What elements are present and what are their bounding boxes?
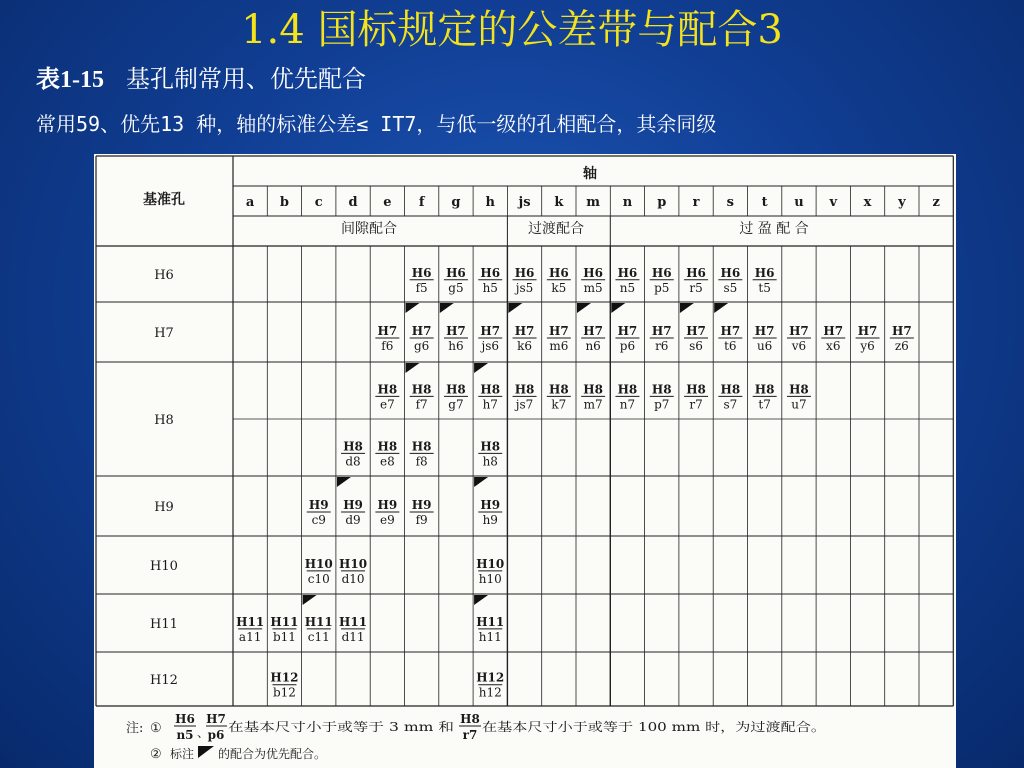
fit-h7-u6 — [753, 324, 777, 353]
fit-numerator: H8 — [720, 382, 741, 397]
fit-table — [94, 154, 956, 768]
fit-numerator: H10 — [476, 556, 505, 571]
fit-h8-s7 — [718, 382, 742, 411]
fit-h8-p7 — [650, 382, 674, 411]
fit-numerator: H7 — [686, 324, 706, 338]
fit-h11-h11 — [474, 595, 504, 644]
fit-numerator: H9 — [377, 498, 398, 512]
fit-denominator: v6 — [791, 339, 807, 353]
fit-numerator: H7 — [754, 324, 775, 338]
fit-h7-p6 — [611, 303, 639, 353]
fit-h8-r7 — [684, 382, 708, 411]
fit-numerator: H8 — [343, 439, 363, 454]
fit-numerator: H6 — [583, 265, 603, 280]
fit-h8-t7 — [753, 382, 777, 411]
fit-numerator: H6 — [720, 265, 741, 280]
fit-denominator: t5 — [758, 280, 771, 295]
fit-denominator: h7 — [482, 397, 498, 412]
fit-h7-n6 — [577, 303, 605, 353]
subtitle-note: 常用59、优先13 种，轴的标准公差≤ IT7，与低一级的孔相配合，其余同级 — [36, 112, 717, 136]
shaft-col-c: c — [314, 195, 323, 210]
hole-h10: H10 — [150, 559, 178, 574]
fit-numerator: H8 — [377, 439, 398, 454]
fit-denominator: p6 — [619, 339, 636, 353]
fit-h8-e7 — [375, 382, 399, 411]
shaft-col-m: m — [586, 195, 601, 210]
preferred-flag-icon — [577, 303, 591, 313]
preferred-flag-icon — [611, 303, 625, 313]
fit-denominator: g6 — [413, 339, 430, 353]
preferred-flag-icon — [198, 746, 214, 758]
fit-h11-d11 — [339, 615, 367, 644]
fit-numerator: H6 — [411, 265, 432, 280]
shaft-col-r: r — [692, 195, 700, 210]
note1-sep: 、 — [197, 726, 210, 740]
fit-h6-m5 — [581, 266, 605, 295]
shaft-col-f: f — [418, 195, 425, 210]
fit-denominator: h12 — [478, 685, 502, 700]
fit-denominator: h9 — [482, 513, 498, 527]
fit-denominator: h11 — [478, 629, 502, 644]
fit-denominator: g5 — [448, 280, 464, 295]
group-interference: 过 盈 配 合 — [739, 221, 809, 237]
fit-numerator: H8 — [549, 382, 569, 397]
fit-numerator: H8 — [480, 382, 501, 397]
fit-numerator: H8 — [446, 382, 466, 397]
fit-denominator: e7 — [379, 397, 395, 412]
fit-denominator: js6 — [481, 339, 500, 353]
fit-h7-v6 — [787, 324, 811, 353]
shaft-col-v: v — [829, 195, 838, 210]
fit-denominator: c10 — [307, 571, 330, 586]
fit-denominator: s7 — [723, 397, 738, 412]
fit-numerator: H8 — [480, 439, 501, 454]
group-transition: 过渡配合 — [528, 221, 584, 237]
shaft-header: 轴 — [583, 166, 597, 182]
caption-text: 基孔制常用、优先配合 — [126, 65, 366, 93]
fit-denominator: x6 — [826, 339, 841, 353]
fit-numerator: H6 — [480, 265, 501, 280]
fit-numerator: H7 — [823, 324, 844, 338]
table-grid — [96, 156, 953, 706]
shaft-col-z: z — [932, 195, 940, 210]
fit-h10-c10 — [305, 557, 333, 586]
fit-numerator: H7 — [377, 324, 398, 338]
fit-numerator: H10 — [339, 556, 368, 571]
note1-frac-a-den: n5 — [176, 728, 194, 742]
fit-numerator: H7 — [514, 324, 535, 338]
shaft-col-a: a — [245, 195, 255, 210]
fit-numerator: H6 — [651, 265, 672, 280]
fit-h11-a11 — [236, 615, 264, 644]
fit-denominator: e9 — [379, 513, 395, 527]
fit-denominator: k7 — [551, 397, 567, 412]
fit-h7-s6 — [680, 303, 708, 353]
fit-denominator: g7 — [448, 397, 464, 412]
fit-denominator: js5 — [515, 280, 534, 295]
fit-denominator: e8 — [379, 454, 395, 469]
fit-h7-z6 — [890, 324, 914, 353]
fit-denominator: p5 — [654, 280, 670, 295]
note1-frac-a-num: H6 — [175, 712, 195, 726]
fit-numerator: H7 — [720, 324, 741, 338]
fit-h7-x6 — [821, 324, 845, 353]
fit-numerator: H7 — [651, 324, 672, 338]
fit-denominator: b11 — [272, 629, 296, 644]
fit-h8-js7 — [513, 382, 537, 411]
fit-denominator: y6 — [860, 339, 875, 353]
fit-numerator: H8 — [754, 382, 775, 397]
shaft-col-t: t — [761, 195, 768, 210]
fit-denominator: m5 — [583, 280, 603, 295]
table-notes — [126, 712, 826, 762]
hole-h6: H6 — [154, 268, 174, 283]
note1-frac-c-num: H8 — [460, 712, 480, 726]
shaft-col-p: p — [657, 195, 667, 210]
fit-h8-k7 — [547, 382, 571, 411]
fit-denominator: n7 — [619, 397, 636, 412]
fit-numerator: H6 — [754, 265, 775, 280]
fit-denominator: k5 — [551, 280, 567, 295]
shaft-col-js: js — [518, 195, 531, 210]
hole-h11: H11 — [150, 617, 178, 632]
note1-fraction-h7-p6 — [206, 712, 227, 742]
fit-numerator: H8 — [617, 382, 638, 397]
shaft-col-y: y — [898, 195, 906, 210]
fit-h8-h7 — [474, 363, 502, 411]
fit-numerator: H7 — [446, 324, 466, 338]
shaft-col-b: b — [279, 195, 289, 210]
note1-frac-b-num: H7 — [206, 712, 226, 726]
fit-h7-r6 — [650, 324, 674, 353]
fit-denominator: f6 — [381, 339, 394, 353]
shaft-col-n: n — [622, 195, 633, 210]
fit-h8-n7 — [615, 382, 639, 411]
fit-h8-f7 — [406, 363, 434, 411]
shaft-col-x: x — [863, 195, 872, 210]
note1-frac-c-den: r7 — [462, 728, 478, 742]
fit-h6-js5 — [513, 266, 537, 295]
caption-number: 表1-15 — [36, 67, 104, 93]
shaft-column-labels — [246, 195, 940, 210]
fit-h9-d9 — [337, 477, 365, 527]
fit-denominator: d8 — [345, 454, 361, 469]
fit-denominator: m7 — [583, 397, 603, 412]
fit-denominator: f7 — [415, 397, 428, 412]
fit-numerator: H9 — [480, 498, 501, 512]
fit-denominator: c11 — [307, 629, 330, 644]
fit-denominator: p7 — [654, 397, 670, 412]
fit-denominator: f5 — [415, 280, 428, 295]
fit-h10-d10 — [339, 557, 367, 586]
shaft-col-g: g — [451, 195, 461, 210]
fit-denominator: u7 — [791, 397, 807, 412]
fit-numerator: H7 — [617, 324, 638, 338]
note2-mark: ② — [150, 747, 162, 762]
slide-title: 1.4 国标规定的公差带与配合3 — [241, 7, 783, 53]
fit-h7-y6 — [856, 324, 880, 353]
fit-h6-k5 — [547, 266, 571, 295]
fit-denominator: f9 — [415, 513, 428, 527]
shaft-col-d: d — [348, 195, 358, 210]
fit-h6-n5 — [615, 266, 639, 295]
fit-denominator: r7 — [689, 397, 703, 412]
fit-h9-c9 — [307, 498, 331, 527]
fit-numerator: H8 — [686, 382, 706, 397]
fit-numerator: H7 — [789, 324, 809, 338]
fit-h11-c11 — [303, 595, 333, 644]
note1-tail: 在基本尺寸小于或等于 100 mm 时，为过渡配合。 — [482, 720, 756, 734]
fit-h12-h12 — [476, 671, 504, 700]
fit-numerator: H7 — [411, 324, 432, 338]
fit-denominator: r6 — [655, 339, 669, 353]
preferred-flag-icon — [440, 303, 454, 313]
fit-numerator: H8 — [651, 382, 672, 397]
preferred-flag-icon — [474, 363, 488, 373]
fit-numerator: H8 — [411, 382, 432, 397]
fit-h6-f5 — [410, 266, 434, 295]
table-caption — [36, 64, 366, 95]
fit-numerator: H7 — [549, 324, 569, 338]
preferred-flag-icon — [474, 477, 488, 487]
preferred-flag-icon — [474, 595, 488, 605]
fit-denominator: d10 — [341, 571, 365, 586]
note1-mark: ① — [150, 721, 162, 736]
note1-fraction-h6-n5 — [174, 712, 196, 742]
fit-numerator: H8 — [583, 382, 603, 397]
fit-numerator: H12 — [476, 670, 505, 685]
fit-h10-h10 — [476, 557, 504, 586]
preferred-flag-icon — [406, 363, 420, 373]
corner-label: 基准孔 — [143, 192, 185, 208]
fit-denominator: c9 — [311, 513, 326, 527]
fit-denominator: h10 — [478, 571, 502, 586]
fit-numerator: H8 — [514, 382, 535, 397]
fit-numerator: H8 — [411, 439, 432, 454]
shaft-col-k: k — [554, 195, 564, 210]
group-clearance: 间隙配合 — [341, 221, 397, 237]
fit-h6-p5 — [650, 266, 674, 295]
note2-pre: 标注 — [170, 747, 195, 761]
fit-h6-r5 — [684, 266, 708, 295]
fit-numerator: H6 — [549, 265, 569, 280]
fit-h7-k6 — [508, 303, 536, 353]
fit-table-scan — [94, 154, 956, 768]
fit-numerator: H11 — [339, 614, 368, 629]
fit-numerator: H9 — [308, 498, 329, 512]
fit-h6-g5 — [444, 266, 468, 295]
preferred-flag-icon — [337, 477, 351, 487]
fit-denominator: d9 — [345, 513, 361, 527]
fit-numerator: H12 — [270, 670, 299, 685]
fit-h11-b11 — [270, 615, 298, 644]
fit-denominator: m6 — [549, 339, 569, 353]
fit-h12-b12 — [270, 671, 298, 700]
fit-denominator: d11 — [341, 629, 365, 644]
hole-h7: H7 — [154, 326, 174, 341]
fit-denominator: r5 — [689, 280, 703, 295]
fit-numerator: H7 — [480, 324, 501, 338]
fit-numerator: H11 — [270, 614, 299, 629]
fit-h7-h6 — [440, 303, 468, 353]
fit-h7-f6 — [375, 324, 399, 353]
fit-denominator: s6 — [689, 339, 703, 353]
note1-mid: 在基本尺寸小于或等于 3 mm 和 — [228, 720, 402, 734]
fit-h7-t6 — [714, 303, 742, 353]
fit-denominator: a11 — [238, 629, 262, 644]
fit-denominator: f8 — [415, 454, 428, 469]
fit-numerator: H7 — [892, 324, 912, 338]
fit-h7-m6 — [547, 324, 571, 353]
fit-denominator: js7 — [515, 397, 534, 412]
fit-h9-f9 — [410, 498, 434, 527]
note1-frac-b-den: p6 — [207, 728, 225, 742]
fit-h6-h5 — [478, 266, 502, 295]
preferred-flag-icon — [680, 303, 694, 313]
fit-h8-h8 — [478, 439, 502, 468]
fit-cells — [236, 266, 914, 700]
fit-numerator: H11 — [476, 614, 505, 629]
hole-h9: H9 — [154, 500, 174, 515]
fit-numerator: H11 — [236, 614, 265, 629]
fit-numerator: H9 — [343, 498, 363, 512]
preferred-flag-icon — [406, 303, 420, 313]
fit-denominator: h5 — [482, 280, 498, 295]
shaft-col-e: e — [383, 195, 392, 210]
preferred-flag-icon — [303, 595, 317, 605]
preferred-flag-icon — [508, 303, 522, 313]
fit-numerator: H8 — [377, 382, 398, 397]
note2-post: 的配合为优先配合。 — [218, 747, 327, 761]
hole-h8: H8 — [154, 413, 174, 428]
fit-h9-h9 — [474, 477, 502, 527]
shaft-col-s: s — [726, 195, 735, 210]
preferred-flag-icon — [714, 303, 728, 313]
fit-denominator: s5 — [723, 280, 738, 295]
notes-label: 注: — [126, 721, 144, 736]
hole-h12: H12 — [150, 673, 178, 688]
fit-numerator: H8 — [789, 382, 809, 397]
fit-denominator: k6 — [517, 339, 533, 353]
shaft-col-u: u — [794, 195, 804, 210]
fit-h8-f8 — [410, 439, 434, 468]
fit-denominator: b12 — [272, 685, 296, 700]
fit-h8-m7 — [581, 382, 605, 411]
fit-numerator: H11 — [304, 614, 333, 629]
fit-h8-g7 — [444, 382, 468, 411]
fit-h8-e8 — [375, 439, 399, 468]
fit-numerator: H10 — [304, 556, 333, 571]
fit-h8-d8 — [341, 439, 365, 468]
hole-row-labels — [150, 268, 178, 688]
fit-numerator: H6 — [686, 265, 706, 280]
fit-numerator: H6 — [446, 265, 466, 280]
shaft-col-h: h — [485, 195, 495, 210]
fit-numerator: H6 — [617, 265, 638, 280]
fit-h6-s5 — [718, 266, 742, 295]
fit-numerator: H7 — [857, 324, 878, 338]
fit-denominator: u6 — [756, 339, 773, 353]
fit-h7-js6 — [478, 324, 502, 353]
fit-denominator: z6 — [894, 339, 909, 353]
fit-denominator: h8 — [482, 454, 498, 469]
fit-denominator: t7 — [758, 397, 771, 412]
fit-numerator: H6 — [514, 265, 535, 280]
fit-h7-g6 — [406, 303, 434, 353]
fit-h6-t5 — [753, 266, 777, 295]
fit-h8-u7 — [787, 382, 811, 411]
fit-denominator: n6 — [585, 339, 601, 353]
fit-denominator: t6 — [724, 339, 737, 353]
fit-h9-e9 — [375, 498, 399, 527]
fit-denominator: n5 — [619, 280, 636, 295]
note1-fraction-h8-r7 — [459, 712, 481, 742]
fit-denominator: h6 — [448, 339, 464, 353]
fit-numerator: H7 — [583, 324, 603, 338]
fit-numerator: H9 — [411, 498, 432, 512]
